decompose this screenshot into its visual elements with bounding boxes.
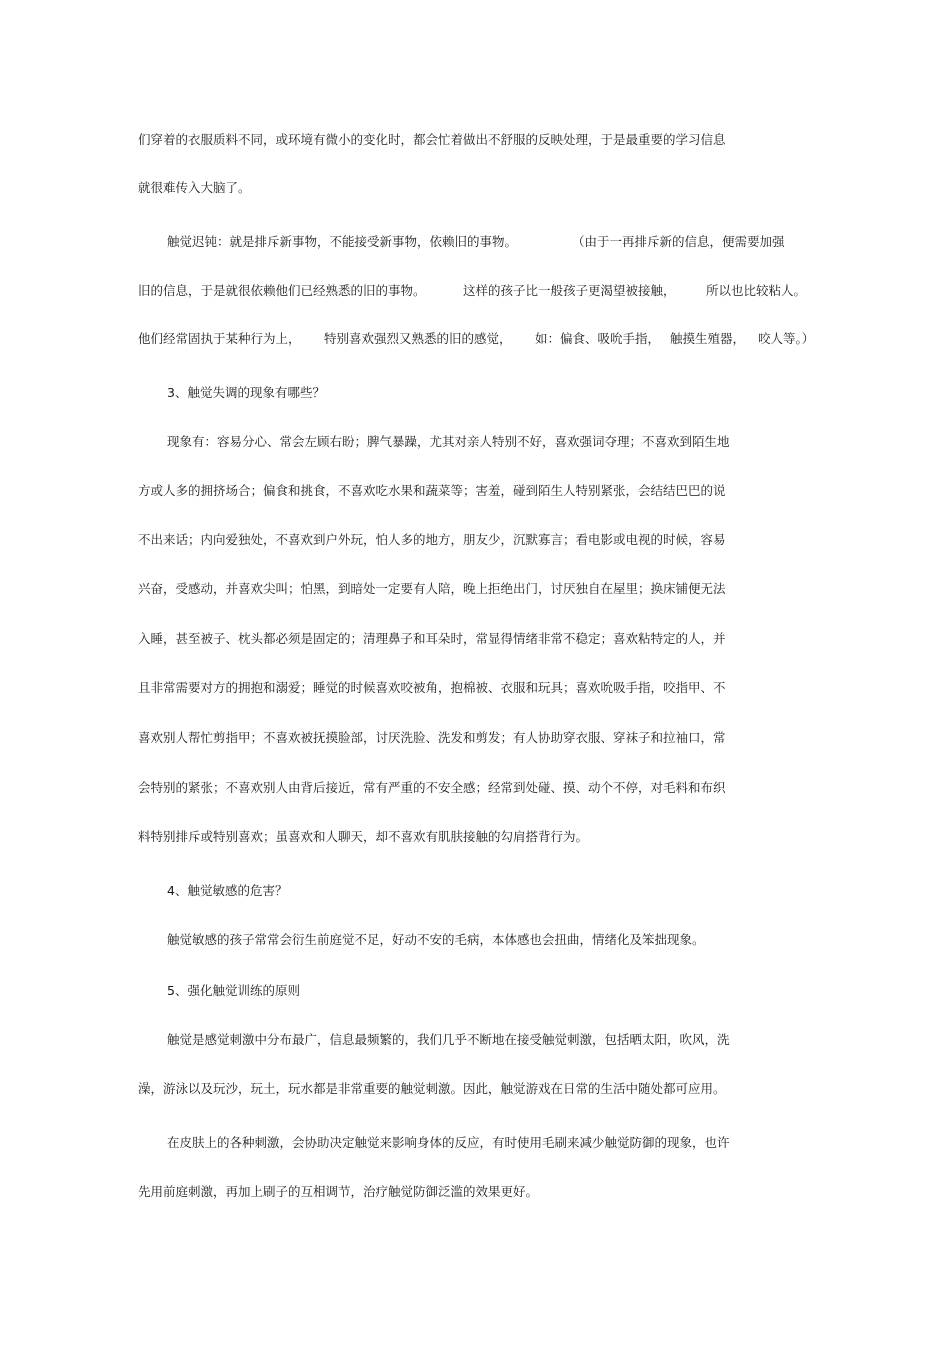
text-segment: 特别喜欢强烈又熟悉的旧的感觉， — [324, 331, 512, 346]
section-heading: 5、强化触觉训练的原则 — [167, 983, 300, 998]
paragraph-line: 们穿着的衣服质料不同，或环境有微小的变化时，都会忙着做出不舒服的反映处理，于是最重要的学习信息 — [138, 132, 726, 147]
paragraph-line: 入睡，甚至被子、枕头都必须是固定的；清理鼻子和耳朵时，常显得情绪非常不稳定；喜欢粘特定的人，并 — [138, 631, 726, 646]
paragraph-line: 兴奋，受感动，并喜欢尖叫；怕黑，到暗处一定要有人陪，晚上拒绝出门，讨厌独自在屋里；换床铺便无法 — [138, 581, 726, 596]
text-segment: 触摸生殖器， — [670, 331, 746, 346]
text-segment: 他们经常固执于某种行为上， — [138, 331, 301, 346]
text-segment: 旧的信息，于是就很依赖他们已经熟悉的旧的事物。 — [138, 283, 426, 298]
paragraph-line — [138, 283, 818, 299]
paragraph-line: 方或人多的拥挤场合；偏食和挑食，不喜欢吃水果和蔬菜等；害羞，碰到陌生人特别紧张，会结结巴巴的说 — [138, 483, 726, 498]
paragraph-line: 在皮肤上的各种刺激，会协助决定触觉来影响身体的反应，有时使用毛刷来减少触觉防御的现象，也许 — [167, 1135, 730, 1150]
text-segment: 咬人等。） — [758, 331, 815, 346]
paragraph-line: 且非常需要对方的拥抱和溺爱；睡觉的时候喜欢咬被角，抱棉被、衣服和玩具；喜欢吮吸手指，咬指甲、不 — [138, 680, 726, 695]
paragraph-line: 先用前庭刺激，再加上刷子的互相调节，治疗触觉防御泛滥的效果更好。 — [138, 1184, 539, 1199]
section-heading: 4、触觉敏感的危害？ — [167, 883, 288, 898]
paragraph-line: 就很难传入大脑了。 — [138, 180, 251, 195]
text-segment: 触觉迟钝：就是排斥新事物，不能接受新事物，依赖旧的事物。 — [167, 234, 518, 249]
paragraph-line: 料特别排斥或特别喜欢；虽喜欢和人聊天，却不喜欢有肌肤接触的勾肩搭背行为。 — [138, 829, 589, 844]
text-segment: 所以也比较粘人。 — [706, 283, 807, 298]
paragraph-line: 触觉是感觉刺激中分布最广，信息最频繁的，我们几乎不断地在接受触觉刺激，包括晒太阳，吹风，洗 — [167, 1032, 730, 1047]
paragraph-line — [167, 234, 847, 250]
text-segment: 这样的孩子比一般孩子更渴望被接触， — [463, 283, 676, 298]
text-segment: 如：偏食、吸吮手指， — [535, 331, 661, 346]
paragraph-line: 澡，游泳以及玩沙，玩土，玩水都是非常重要的触觉刺激。因此，触觉游戏在日常的生活中随处都可应用。 — [138, 1081, 726, 1096]
paragraph-line: 会特别的紧张；不喜欢别人由背后接近，常有严重的不安全感；经常到处碰、摸、动个不停，对毛料和布织 — [138, 780, 726, 795]
text-segment: （由于一再排斥新的信息，便需要加强 — [572, 234, 785, 249]
paragraph-line: 现象有：容易分心、常会左顾右盼；脾气暴躁，尤其对亲人特别不好，喜欢强词夺理；不喜欢到陌生地 — [167, 434, 730, 449]
paragraph-line: 喜欢别人帮忙剪指甲；不喜欢被抚摸脸部，讨厌洗脸、洗发和剪发；有人协助穿衣服、穿袜子和拉袖口，常 — [138, 730, 726, 745]
paragraph-line: 不出来话；内向爱独处，不喜欢到户外玩，怕人多的地方，朋友少，沉默寡言；看电影或电视的时候，容易 — [138, 532, 726, 547]
paragraph-line: 触觉敏感的孩子常常会衍生前庭觉不足，好动不安的毛病，本体感也会扭曲，情绪化及笨拙现象。 — [167, 932, 705, 947]
section-heading: 3、触觉失调的现象有哪些？ — [167, 385, 325, 400]
paragraph-line — [138, 331, 818, 347]
